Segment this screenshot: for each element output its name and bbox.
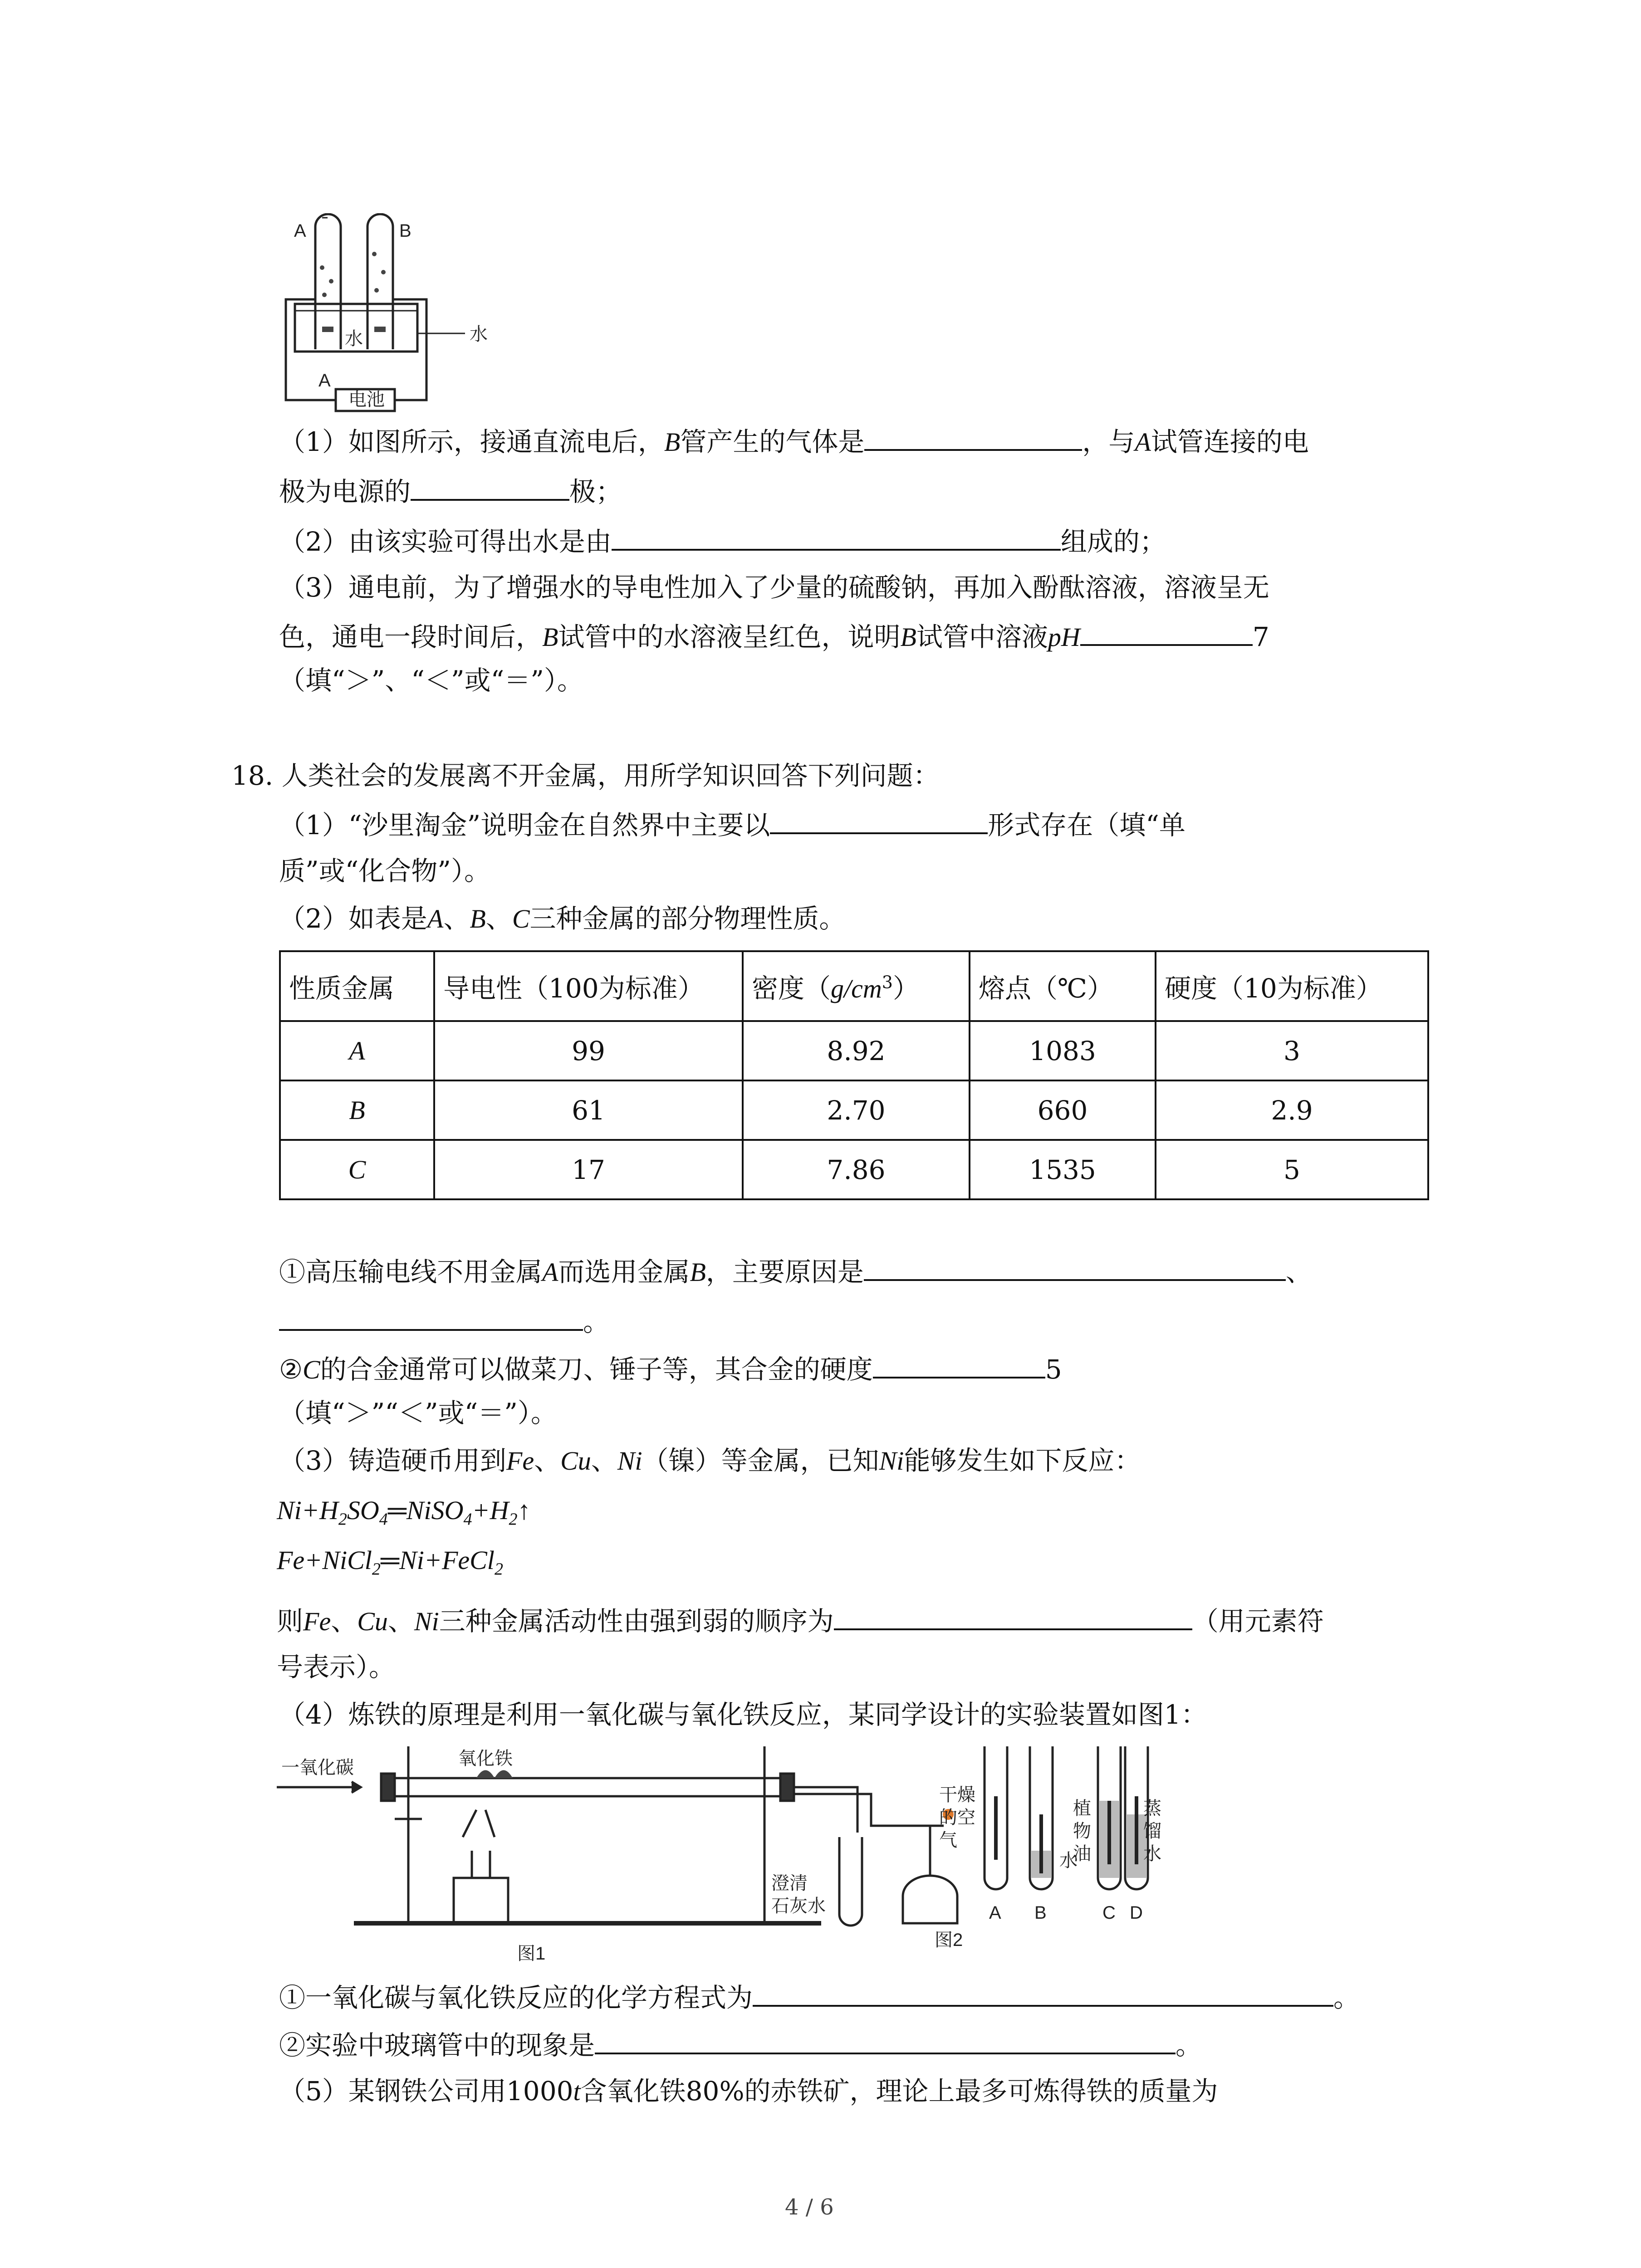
figure-1-caption: 图1 <box>517 1944 546 1964</box>
table-cell: 3 <box>1156 1021 1428 1080</box>
table-cell: 8.92 <box>743 1021 970 1080</box>
q17-part1-line1: （1）如图所示，接通直流电后，B管产生的气体是 ，与A试管连接的电 <box>279 422 1309 460</box>
q18-title: 18. 人类社会的发展离不开金属，用所学知识回答下列问题： <box>231 760 940 791</box>
electrode-a-label: A <box>318 371 331 391</box>
answer-blank-reason-1[interactable] <box>864 1252 1286 1281</box>
q18-part3-question: 则Fe、Cu、Ni三种金属活动性由强到弱的顺序为 （用元素符 <box>277 1601 1324 1640</box>
q18-part2-c1-line2: 。 <box>279 1302 609 1340</box>
table-cell: 1535 <box>970 1140 1156 1199</box>
q18-part4-q1: ①一氧化碳与氧化铁反应的化学方程式为 。 <box>279 1978 1360 2016</box>
table-cell: 660 <box>970 1080 1156 1140</box>
header-cell: 硬度（10为标准） <box>1156 951 1428 1021</box>
table-cell: 99 <box>434 1021 743 1080</box>
tube-label-a: A <box>989 1903 1001 1923</box>
q18-part3-intro: （3）铸造硬币用到Fe、Cu、Ni（镍）等金属，已知Ni能够发生如下反应： <box>279 1445 1141 1476</box>
q18-part3-question-line2: 号表示）。 <box>277 1652 396 1682</box>
distilled-water-label-2: 馏 <box>1143 1821 1161 1841</box>
answer-blank-activity-order[interactable] <box>834 1601 1192 1630</box>
limewater-label-2: 石灰水 <box>771 1896 826 1916</box>
answer-blank-gold-form[interactable] <box>770 805 988 834</box>
header-cell: 导电性（100为标准） <box>434 951 743 1021</box>
q18-part2-c1-line1: ①高压输电线不用金属A而选用金属B，主要原因是 、 <box>279 1252 1312 1290</box>
answer-blank-electrode[interactable] <box>411 472 569 501</box>
answer-blank-equation[interactable] <box>753 1978 1333 2007</box>
tube-label-d: D <box>1130 1903 1143 1923</box>
answer-blank-gas-b[interactable] <box>864 422 1082 451</box>
q17-part3-line2: 色，通电一段时间后，B试管中的水溶液呈红色，说明B试管中溶液pH 7 <box>279 617 1269 655</box>
oil-label-1: 植 <box>1073 1799 1091 1818</box>
answer-blank-reason-2[interactable] <box>279 1302 583 1331</box>
distilled-water-label-1: 蒸 <box>1143 1799 1161 1818</box>
oil-label-2: 物 <box>1073 1821 1091 1841</box>
iron-oxide-label: 氧化铁 <box>458 1749 513 1769</box>
battery-label: 电池 <box>348 390 385 410</box>
table-cell: A <box>280 1021 434 1080</box>
header-cell: 熔点（℃） <box>970 951 1156 1021</box>
table-cell: 17 <box>434 1140 743 1199</box>
table-cell: 7.86 <box>743 1140 970 1199</box>
q17-part1-line2: 极为电源的 极； <box>279 472 622 510</box>
answer-blank-ph[interactable] <box>1080 617 1253 646</box>
water-label: 水 <box>470 324 488 344</box>
table-cell: 2.70 <box>743 1080 970 1140</box>
answer-blank-phenomenon[interactable] <box>595 2025 1176 2054</box>
table-cell: C <box>280 1140 434 1199</box>
answer-blank-composition[interactable] <box>612 522 1061 551</box>
table-row <box>280 1080 1428 1140</box>
table-cell: B <box>280 1080 434 1140</box>
oil-label-3: 油 <box>1073 1844 1091 1864</box>
answer-blank-hardness[interactable] <box>873 1349 1045 1378</box>
header-cell: 性质金属 <box>280 951 434 1021</box>
co-label: 一氧化碳 <box>281 1758 354 1778</box>
tube-label-b: B <box>1034 1903 1047 1923</box>
q18-part4-q2: ②实验中玻璃管中的现象是 。 <box>279 2025 1202 2063</box>
iron-smelting-figure <box>277 1746 1161 1964</box>
q17-part3-line1: （3）通电前，为了增强水的导电性加入了少量的硫酸钠，再加入酚酞溶液，溶液呈无 <box>279 572 1269 603</box>
q18-part2-intro: （2）如表是A、B、C三种金属的部分物理性质。 <box>279 903 846 934</box>
limewater-label-1: 澄清 <box>771 1873 808 1893</box>
q18-part5: （5）某钢铁公司用1000t含氧化铁80%的赤铁矿，理论上最多可炼得铁的质量为 <box>279 2076 1218 2107</box>
table-cell: 2.9 <box>1156 1080 1428 1140</box>
tank-water-label: 水 <box>345 329 363 349</box>
q18-part2-c2-line2: （填“＞”“＜”或“＝”）。 <box>279 1398 557 1428</box>
dry-air-label-1: 干燥 <box>939 1785 975 1805</box>
dry-air-label-2: 的空 <box>939 1808 975 1828</box>
header-cell: 密度$(g/cm^3)$ <box>743 951 970 1021</box>
dry-air-label-3: 气 <box>939 1830 957 1850</box>
table-cell: 1083 <box>970 1021 1156 1080</box>
tube-label-c: C <box>1102 1903 1116 1923</box>
table-cell: 61 <box>434 1080 743 1140</box>
figure-2-caption: 图2 <box>935 1930 963 1950</box>
distilled-water-label-3: 水 <box>1143 1844 1161 1864</box>
table-row <box>280 1140 1428 1199</box>
tube-a-label: A <box>294 221 306 241</box>
q18-part2-c2-line1: ②C的合金通常可以做菜刀、锤子等，其合金的硬度 5 <box>279 1349 1062 1388</box>
table-cell: 5 <box>1156 1140 1428 1199</box>
q17-part3-line3: （填“＞”、“＜”或“＝”）。 <box>279 665 583 696</box>
reaction-equation-2: Fe+NiCl$_2$═Ni+FeCl$_2$ <box>277 1545 503 1579</box>
page-number: 4 / 6 <box>785 2195 834 2220</box>
q18-part1-line2: 质”或“化合物”）。 <box>279 855 490 886</box>
reaction-equation-1: $Ni+H_2SO_4═NiSO_4+H_2↑$ <box>277 1496 531 1529</box>
metal-properties-table <box>279 950 1429 1200</box>
water-label-b: 水 <box>1059 1851 1078 1871</box>
table-row <box>280 1021 1428 1080</box>
electrolysis-figure <box>277 213 513 417</box>
q18-part4-intro: （4）炼铁的原理是利用一氧化碳与氧化铁反应，某同学设计的实验装置如图1： <box>279 1699 1207 1730</box>
q18-part1-line1: （1）“沙里淘金”说明金在自然界中主要以 形式存在（填“单 <box>279 805 1185 843</box>
table-header-row <box>280 951 1428 1021</box>
q17-part2: （2）由该实验可得出水是由 组成的； <box>279 522 1166 560</box>
tube-b-label: B <box>399 221 411 241</box>
